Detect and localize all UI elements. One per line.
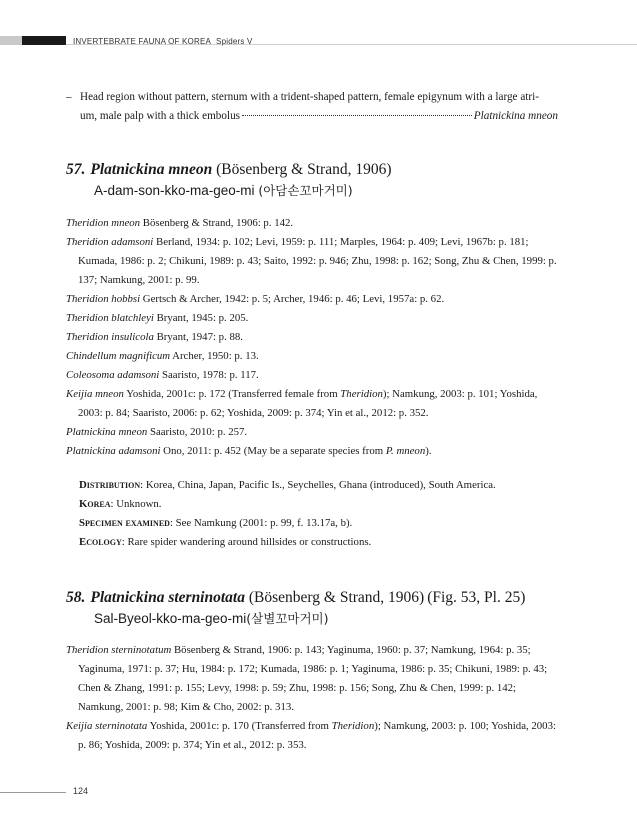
korea-text: : Unknown. xyxy=(110,498,162,510)
distribution-label: Distribution xyxy=(79,479,141,491)
specimen-text: : See Namkung (2001: p. 99, f. 13.17a, b). xyxy=(169,517,353,529)
synonym-entry xyxy=(66,717,558,755)
synonym-taxon: P. mneon xyxy=(385,445,426,457)
key-dash: – xyxy=(66,91,72,103)
species-57-hangul: (아담손꼬마거미) xyxy=(258,183,353,198)
species-58-authority: (Bösenberg & Strand, 1906) xyxy=(244,589,425,606)
synonym-taxon: Keijia mneon xyxy=(66,388,124,400)
synonym-entry xyxy=(66,442,558,461)
synonym-entry xyxy=(66,328,558,347)
running-subtitle: Spiders V xyxy=(216,37,253,46)
synonym-taxon: Theridion sterninotatum xyxy=(66,644,172,656)
species-58-korean-name xyxy=(94,609,329,627)
synonym-taxon: Theridion mneon xyxy=(66,217,141,229)
synonym-reference: ). xyxy=(425,445,432,457)
header-bar-gray xyxy=(0,36,22,45)
distribution-text: : Korea, China, Japan, Pacific Is., Seychelles, Ghana (introduced), South America. xyxy=(140,479,496,491)
synonym-taxon: Coleosoma adamsoni xyxy=(66,369,160,381)
key-line-2-text: um, male palp with a thick embolus xyxy=(80,110,241,122)
synonym-reference: Bryant, 1947: p. 88. xyxy=(153,331,243,343)
synonym-reference: ); Namkung, 2003: p. 100; Yoshida, 2003: p. 86; Yoshida, 2009: p. 374; Yin et al., 2012: p. 353. xyxy=(78,720,556,751)
synonym-reference: ); Namkung, 2003: p. 101; Yoshida, 2003: p. 84; Saaristo, 2006: p. 62; Yoshida, 2009: p. 374; Yin et al., 2012: p. 352. xyxy=(78,388,538,419)
synonym-entry xyxy=(66,214,558,233)
page-number: 124 xyxy=(73,786,89,796)
synonym-entry xyxy=(66,347,558,366)
footer-rule xyxy=(0,792,66,793)
species-57-romanized: A-dam-son-kko-ma-geo-mi xyxy=(94,183,255,198)
specimen-row xyxy=(79,514,558,533)
species-57-number: 57. xyxy=(66,161,86,178)
species-57-synonymy xyxy=(66,214,558,461)
synonym-reference: Berland, 1934: p. 102; Levi, 1959: p. 111; Marples, 1964: p. 409; Levi, 1967b: p. 181; Kumada, 1986: p. 2; Chikuni, 1989: p. 43; Saito, 1992: p. 946; Zhu, 1998: p. 162; Song, Zhu & Chen, 1999: p. 137; Namkung, 2001: p. 99. xyxy=(78,236,557,286)
species-57-name: Platnickina mneon xyxy=(90,161,213,178)
synonym-taxon: Theridion xyxy=(340,388,383,400)
synonym-reference: Saaristo, 2010: p. 257. xyxy=(147,426,248,438)
synonym-entry xyxy=(66,385,558,423)
synonym-entry xyxy=(66,309,558,328)
synonym-entry xyxy=(66,233,558,290)
synonym-taxon: Theridion insulicola xyxy=(66,331,154,343)
synonym-taxon: Keijia sterninotata xyxy=(66,720,148,732)
distribution-row xyxy=(79,476,558,495)
species-57-title xyxy=(66,161,391,179)
species-58-synonymy xyxy=(66,641,558,755)
synonym-taxon: Chindellum magnificum xyxy=(66,350,171,362)
key-result-taxon: Platnickina mneon xyxy=(473,110,558,122)
synonym-reference: Yoshida, 2001c: p. 172 (Transferred female from xyxy=(123,388,341,400)
synonym-reference: Yoshida, 2001c: p. 170 (Transferred from xyxy=(147,720,332,732)
ecology-label: Ecology xyxy=(79,536,122,548)
synonym-entry xyxy=(66,366,558,385)
synonym-taxon: Theridion blatchleyi xyxy=(66,312,154,324)
korea-row xyxy=(79,495,558,514)
synonym-reference: Ono, 2011: p. 452 (May be a separate species from xyxy=(160,445,386,457)
synonym-reference: Saaristo, 1978: p. 117. xyxy=(159,369,259,381)
species-58-hangul: (살별꼬마거미) xyxy=(246,611,329,626)
synonym-entry xyxy=(66,423,558,442)
specimen-label: Specimen examined xyxy=(79,517,170,529)
synonym-reference: Archer, 1950: p. 13. xyxy=(170,350,259,362)
synonym-reference: Gertsch & Archer, 1942: p. 5; Archer, 1946: p. 46; Levi, 1957a: p. 62. xyxy=(140,293,445,305)
key-line-1: Head region without pattern, sternum with a trident-shaped pattern, female epigynum with a large atri- xyxy=(80,91,539,103)
synonym-entry xyxy=(66,290,558,309)
ecology-text: : Rare spider wandering around hillsides or constructions. xyxy=(121,536,372,548)
species-58-title xyxy=(66,589,525,607)
korea-label: Korea xyxy=(79,498,111,510)
synonym-taxon: Platnickina adamsoni xyxy=(66,445,161,457)
synonym-taxon: Theridion hobbsi xyxy=(66,293,141,305)
synonym-entry xyxy=(66,641,558,717)
synonym-reference: Bösenberg & Strand, 1906: p. 142. xyxy=(140,217,294,229)
running-title: INVERTEBRATE FAUNA OF KOREA xyxy=(73,37,212,46)
synonym-taxon: Theridion xyxy=(331,720,375,732)
synonym-taxon: Platnickina mneon xyxy=(66,426,148,438)
synonym-reference: Bryant, 1945: p. 205. xyxy=(153,312,249,324)
species-57-info xyxy=(79,476,558,552)
running-head xyxy=(73,37,253,46)
key-leader-dots xyxy=(242,115,472,116)
species-57-authority: (Bösenberg & Strand, 1906) xyxy=(212,161,392,178)
key-line-2 xyxy=(80,107,558,126)
synonym-taxon: Theridion adamsoni xyxy=(66,236,154,248)
species-57-korean-name xyxy=(94,181,353,199)
species-58-name: Platnickina sterninotata xyxy=(90,589,245,606)
species-58-number: 58. xyxy=(66,589,86,606)
species-58-romanized: Sal-Byeol-kko-ma-geo-mi xyxy=(94,611,247,626)
header-bar-black xyxy=(22,36,66,45)
synonym-reference: Bösenberg & Strand, 1906: p. 143; Yaginuma, 1960: p. 37; Namkung, 1964: p. 35; Yaginuma, 1971: p. 37; Hu, 1984: p. 172; Kumada, 1986: p. 1; Yaginuma, 1986: p. 35; Chikuni, 1989: p. 43; Chen & Zhang, 1991: p. 155; Levy, 1998: p. 59; Zhu, 1998: p. 156; Song, Zhu & Chen, 1999: p. 142; Namkung, 2001: p. 98; Kim & Cho, 2002: p. 313. xyxy=(78,644,548,713)
species-58-figure-ref: (Fig. 53, Pl. 25) xyxy=(427,589,526,606)
ecology-row xyxy=(79,533,558,552)
